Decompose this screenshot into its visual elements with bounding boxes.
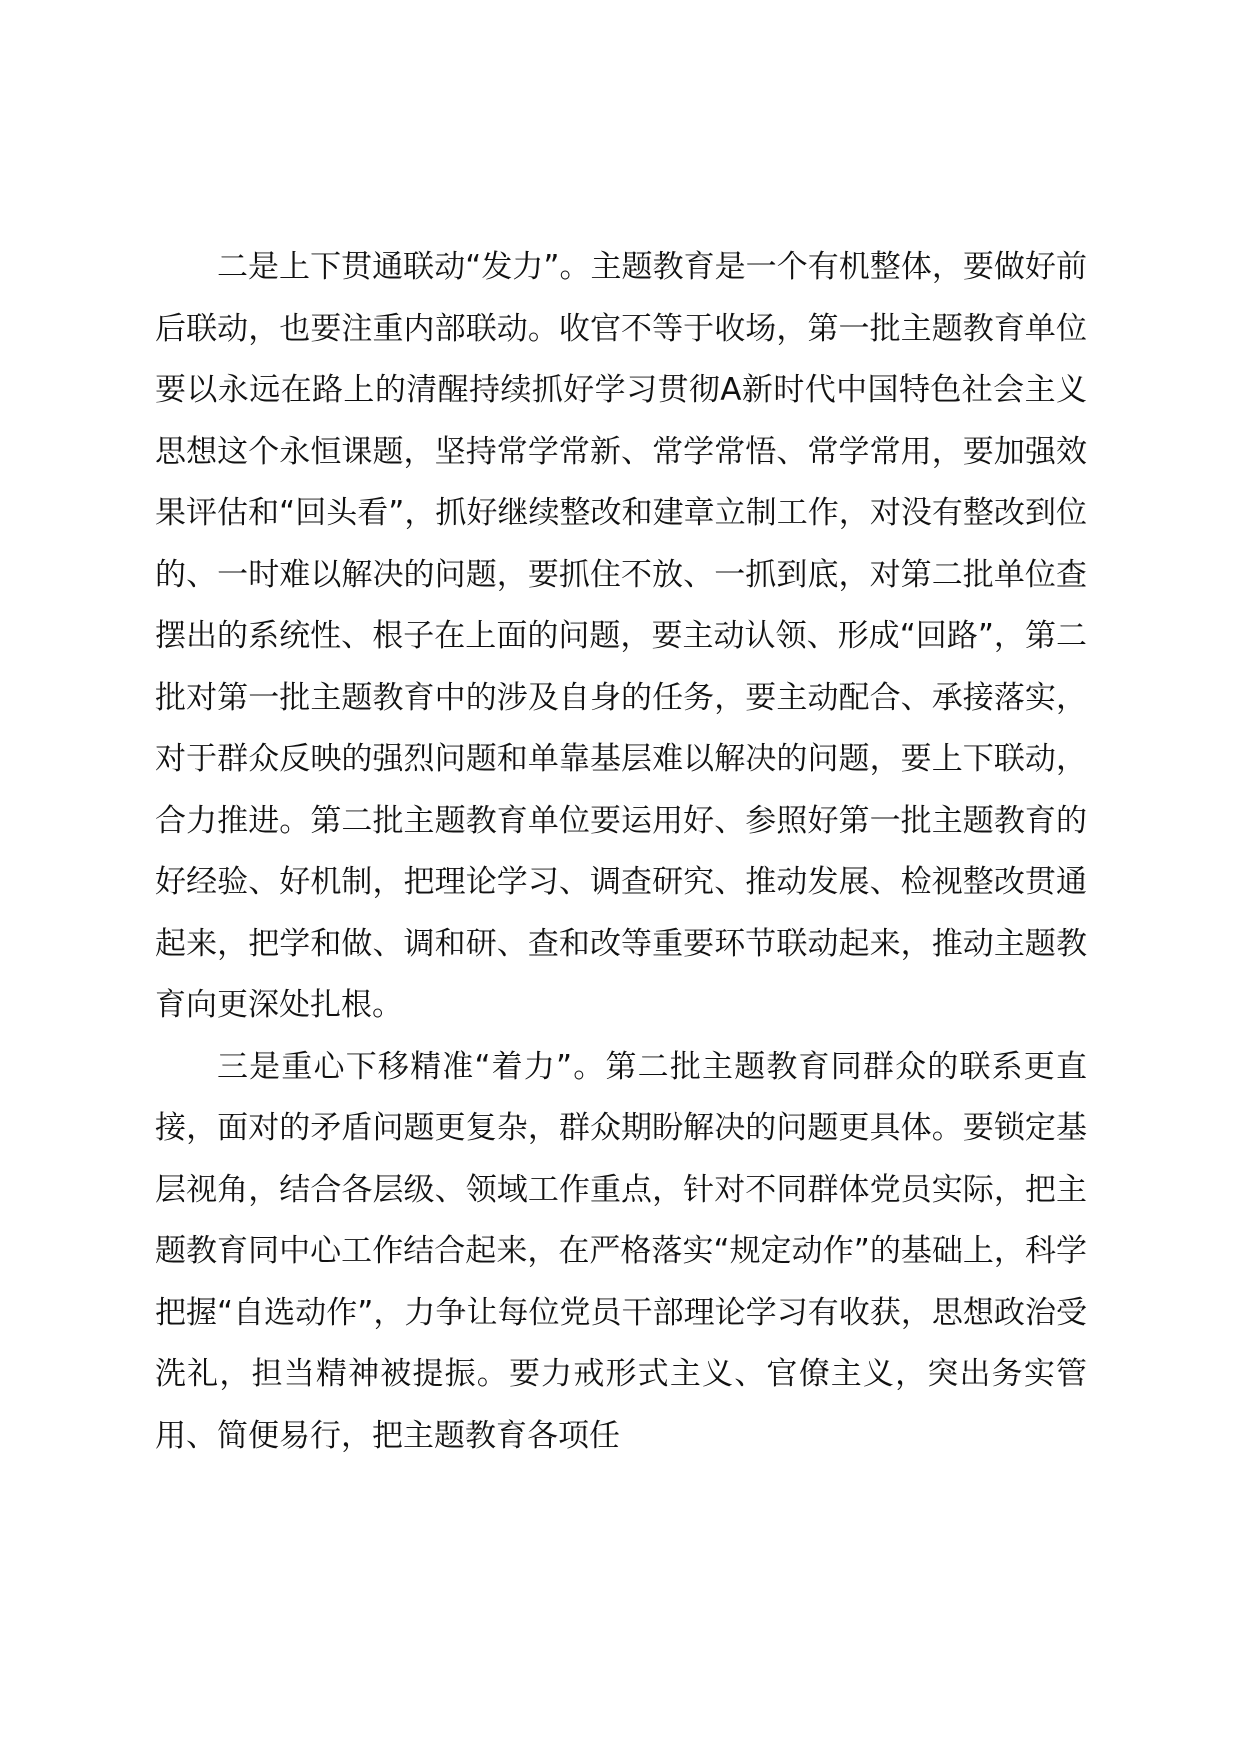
paragraph-1: 二是上下贯通联动“发力”。主题教育是一个有机整体，要做好前后联动，也要注重内部联动。收官不等于收场，第一批主题教育单位要以永远在路上的清醒持续抓好学习贯彻A新时代中国特色社会主义思想这个永恒课题，坚持常学常新、常学常悟、常学常用，要加强效果评估和“回头看”，抓好继续整改和建章立制工作，对没有整改到位的、一时难以解决的问题，要抓住不放、一抓到底，对第二批单位查摆出的系统性、根子在上面的问题，要主动认领、形成“回路”，第二批对第一批主题教育中的涉及自身的任务，要主动配合、承接落实，对于群众反映的强烈问题和单靠基层难以解决的问题，要上下联动，合力推进。第二批主题教育单位要运用好、参照好第一批主题教育的好经验、好机制，把理论学习、调查研究、推动发展、检视整改贯通起来，把学和做、调和研、查和改等重要环节联动起来，推动主题教育向更深处扎根。 xyxy=(155,249,1087,1023)
paragraph-2: 三是重心下移精准“着力”。第二批主题教育同群众的联系更直接，面对的矛盾问题更复杂，群众期盼解决的问题更具体。要锁定基层视角，结合各层级、领域工作重点，针对不同群体党员实际，把主题教育同中心工作结合起来，在严格落实“规定动作”的基础上，科学把握“自选动作”，力争让每位党员干部理论学习有收获，思想政治受洗礼，担当精神被提振。要力戒形式主义、官僚主义，突出务实管用、简便易行，把主题教育各项任 xyxy=(155,1048,1087,1454)
document-body xyxy=(155,237,1087,1467)
